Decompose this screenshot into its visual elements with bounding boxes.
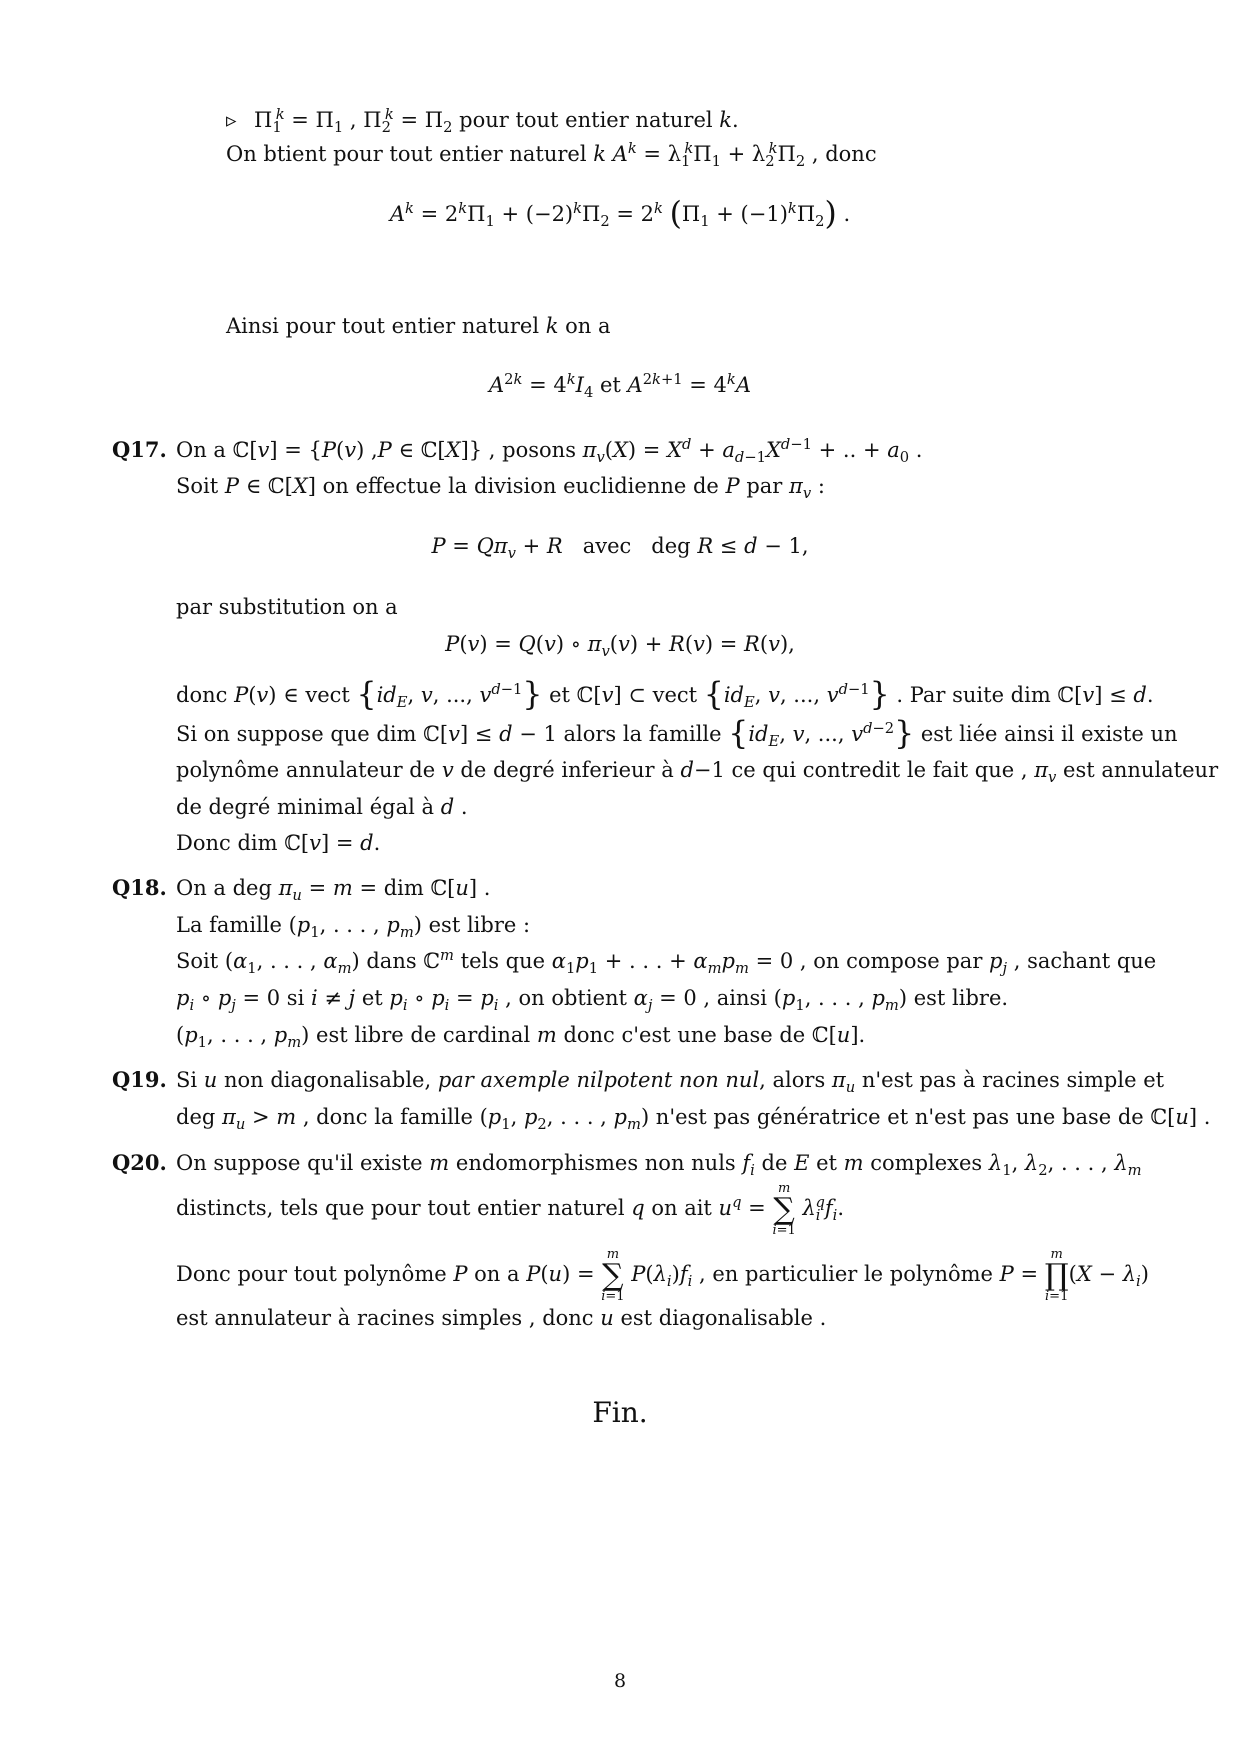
end-marker: Fin. xyxy=(592,1396,648,1429)
q17-line-8: Donc dim ℂ[v] = d. xyxy=(176,831,381,855)
q18-line-3: Soit ($\alpha_1$, . . . , $\alpha_m$) dans ℂ$^m$ tels que $\alpha_1p_1$ + . . . + $\alpha_mp_m = 0$ , on compose par $p_j$ , sachant que xyxy=(176,947,1157,978)
q17-line-5: Si on suppose que dim ℂ[v] ≤ d − 1 alors la famille {$id_E$, v, ..., $v^{d-2}$} est liée ainsi il existe un xyxy=(176,716,1178,752)
q18-line-1: On a deg $\pi_u = m$ = dim ℂ[u] . xyxy=(176,876,491,905)
question-label-q19: Q19. xyxy=(112,1067,167,1092)
q17-line-2: Soit P ∈ ℂ[X] on effectue la division euclidienne de P par $\pi_v$ : xyxy=(176,474,825,503)
q19-line-2: deg $\pi_u > m$ , donc la famille ($p_1$, $p_2$, . . . , $p_m$) n'est pas génératrice et n'est pas une base de ℂ[u] . xyxy=(176,1105,1211,1134)
q18-line-4: $p_i$ ∘ $p_j = 0$ si i ≠ j et $p_i$ ∘ $p_i = p_i$ , on obtient $\alpha_j = 0$ , ainsi ($p_1$, . . . , $p_m$) est libre. xyxy=(176,986,1009,1015)
q17-line-6: polynôme annulateur de v de degré inferieur à d−1 ce qui contredit le fait que , $\pi_v$ est annulateur xyxy=(176,758,1219,787)
q20-line-3: Donc pour tout polynôme P on a P(u) = m ∑ i=1 $P(\lambda_i)f_i$ , en particulier le polynôme P = m ∏ i=1 $(X - \lambda_i)$ xyxy=(176,1246,1149,1304)
q17-line-7: de degré minimal égal à d . xyxy=(176,795,468,819)
intro-line-3: Ainsi pour tout entier naturel k on a xyxy=(226,314,611,338)
question-label-q17: Q17. xyxy=(112,437,167,462)
intro-line-2: On btient pour tout entier naturel k $A^k = \lambda_1^k\Pi_1 + \lambda_2^k\Pi_2$ , donc xyxy=(226,140,877,171)
q19-line-1: Si u non diagonalisable, par axemple nilpotent non nul, alors $\pi_u$ n'est pas à racines simple et xyxy=(176,1068,1165,1097)
bullet-marker: ▹ xyxy=(226,108,237,132)
q17-line-3: par substitution on a xyxy=(176,595,398,619)
page-number: 8 xyxy=(613,1670,627,1692)
q20-line-4: est annulateur à racines simples , donc u est diagonalisable . xyxy=(176,1306,827,1330)
q17-display-equation-2: P(v) = Q(v) ∘ $\pi_v(v) + R(v) = R(v)$, xyxy=(445,632,795,661)
intro-display-equation-2: $A^{2k} = 4^kI_4$ et $A^{2k+1} = 4^kA$ xyxy=(488,371,751,402)
q20-line-1: On suppose qu'il existe m endomorphismes non nuls $f_i$ de E et m complexes $\lambda_1$, $\lambda_2$, . . . , $\lambda_m$ xyxy=(176,1151,1142,1180)
q17-display-equation-1: $P = Q\pi_v + R$ avec deg R ≤ d − 1, xyxy=(431,534,809,563)
q18-line-5: ($p_1$, . . . , $p_m$) est libre de cardinal m donc c'est une base de ℂ[u]. xyxy=(176,1023,866,1052)
q17-line-4: donc P(v) ∈ vect {$id_E$, v, ..., $v^{d-1}$} et ℂ[v] ⊂ vect {$id_E$, v, ..., $v^{d-1}$} . Par suite dim ℂ[v] ≤ d. xyxy=(176,677,1154,713)
q17-line-1: On a ℂ[v] = {P(v) ,P ∈ ℂ[X]} , posons $\pi_v(X) = X^d + a_{d-1}X^{d-1}$ + .. + $a_0$ . xyxy=(176,436,923,467)
intro-display-equation-1: $A^k = 2^k\Pi_1 + (-2)^k\Pi_2 = 2^k$ $(\Pi_1 + (-1)^k\Pi_2)$ . xyxy=(389,196,851,232)
q18-line-2: La famille ($p_1$, . . . , $p_m$) est libre : xyxy=(176,913,531,942)
question-label-q20: Q20. xyxy=(112,1150,167,1175)
question-label-q18: Q18. xyxy=(112,875,167,900)
intro-line-1: $\Pi_1^k = \Pi_1$ , $\Pi_2^k = \Pi_2$ pour tout entier naturel k. xyxy=(254,106,739,137)
q20-line-2: distincts, tels que pour tout entier naturel q on ait $u^q$ = m ∑ i=1 $\lambda_i^qf_i$. xyxy=(176,1180,845,1238)
